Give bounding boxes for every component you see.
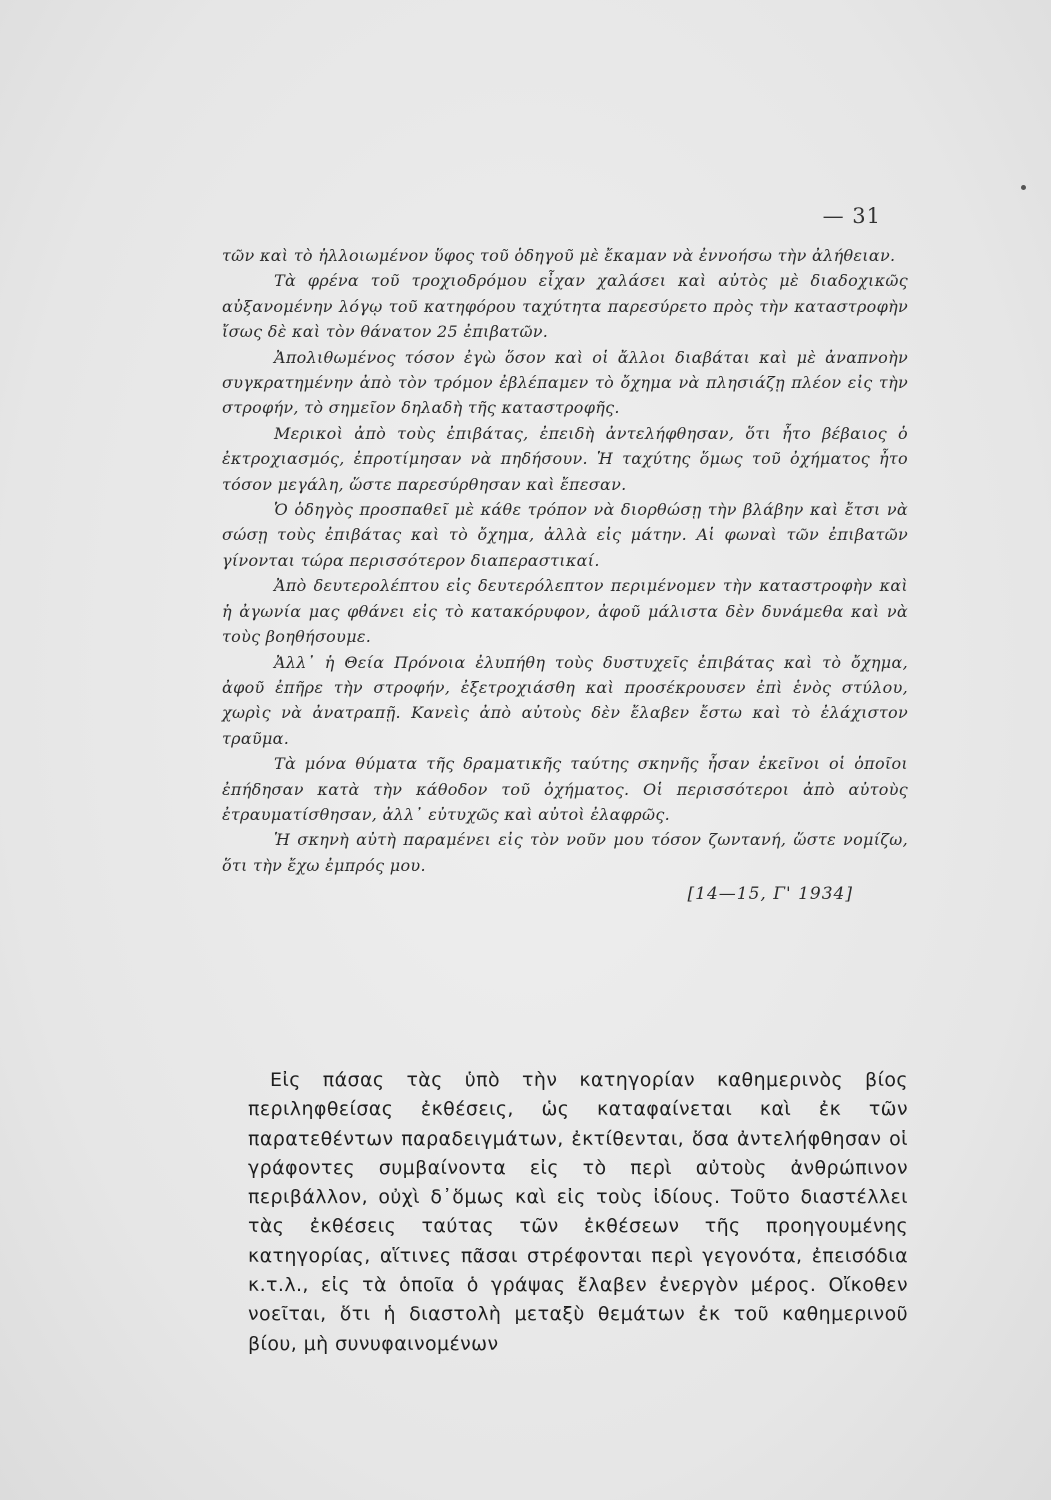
quoted-paragraph: Ἀπολιθωμένος τόσον ἐγὼ ὅσον καὶ οἱ ἄλλοι διαβάται καὶ μὲ ἀναπνοὴν συγκρατημένην ἀπὸ τὸν τρόμον ἐβλέπαμεν τὸ ὄχημα νὰ πλησιάζῃ πλέον εἰς τὴν στροφήν, τὸ σημεῖον δηλαδὴ τῆς καταστροφῆς. — [222, 347, 908, 418]
quoted-paragraph: Ἀλλ᾽ ἡ Θεία Πρόνοια ἐλυπήθη τοὺς δυστυχεῖς ἐπιβάτας καὶ τὸ ὄχημα, ἀφοῦ ἐπῆρε τὴν στροφήν, ἐξετροχιάσθη καὶ προσέκρουσεν ἐπὶ ἑνὸς στύλου, χωρὶς νὰ ἀνατραπῇ. Κανεὶς ἀπὸ αὐτοὺς δὲν ἔλαβεν ἔστω καὶ τὸ ἐλάχιστον τραῦμα. — [222, 652, 908, 748]
quoted-paragraph: Τὰ μόνα θύματα τῆς δραματικῆς ταύτης σκηνῆς ἦσαν ἐκεῖνοι οἱ ὁποῖοι ἐπήδησαν κατὰ τὴν κάθοδον τοῦ ὀχήματος. Οἱ περισσότεροι ἀπὸ αὐτοὺς ἐτραυματίσθησαν, ἀλλ᾽ εὐτυχῶς καὶ αὐτοὶ ἐλαφρῶς. — [222, 754, 908, 824]
quoted-paragraph: τῶν καὶ τὸ ἠλλοιωμένον ὕφος τοῦ ὁδηγοῦ μὲ ἔκαμαν νὰ ἐννοήσω τὴν ἀλήθειαν. — [222, 246, 896, 265]
quoted-paragraph: Ὁ ὁδηγὸς προσπαθεῖ μὲ κάθε τρόπον νὰ διορθώσῃ τὴν βλάβην καὶ ἔτσι νὰ σώσῃ τοὺς ἐπιβάτας καὶ τὸ ὄχημα, ἀλλὰ εἰς μάτην. Αἱ φωναὶ τῶν ἐπιβατῶν γίνονται τώρα περισσότερον διαπεραστικαί. — [222, 500, 908, 570]
quoted-paragraph: Μερικοὶ ἀπὸ τοὺς ἐπιβάτας, ἐπειδὴ ἀντελήφθησαν, ὅτι ἦτο βέβαιος ὁ ἐκτροχιασμός, ἐπροτίμησαν νὰ πηδήσουν. Ἡ ταχύτης ὅμως τοῦ ὀχήματος ἦτο τόσον μεγάλη, ὥστε παρεσύρθησαν καὶ ἔπεσαν. — [222, 423, 908, 494]
ink-speck — [1021, 185, 1026, 190]
page-number: — 31 — [822, 204, 881, 228]
commentary-paragraph: Εἰς πάσας τὰς ὑπὸ τὴν κατηγορίαν καθημερινὸς βίος περιληφθείσας ἐκθέσεις, ὡς καταφαίνεται καὶ ἐκ τῶν παρατεθέντων παραδειγμάτων, ἐκτίθενται, ὅσα ἀντελήφθησαν οἱ γράφοντες συμβαίνοντα εἰς τὸ περὶ αὐτοὺς ἀνθρώπινον περιβάλλον, οὐχὶ δ᾽ὅμως καὶ εἰς τοὺς ἰδίους. Τοῦτο διαστέλλει τὰς ἐκθέσεις ταύτας τῶν ἐκθέσεων τῆς προηγουμένης κατηγορίας, αἵτινες πᾶσαι στρέφονται περὶ γεγονότα, ἐπεισόδια κ.τ.λ., εἰς τὰ ὁποῖα ὁ γράψας ἔλαβεν ἐνεργὸν μέρος. Οἴκοθεν νοεῖται, ὅτι ἡ διαστολὴ μεταξὺ θεμάτων ἐκ τοῦ καθημερινοῦ βίου, μὴ συνυφαινομένων — [248, 1069, 908, 1355]
quoted-paragraph: Ἀπὸ δευτερολέπτου εἰς δευτερόλεπτον περιμένομεν τὴν καταστροφὴν καὶ ἡ ἀγωνία μας φθάνει εἰς τὸ κατακόρυφον, ἀφοῦ μάλιστα δὲν δυνάμεθα καὶ νὰ τοὺς βοηθήσουμε. — [222, 576, 908, 647]
quoted-paragraph: Ἡ σκηνὴ αὐτὴ παραμένει εἰς τὸν νοῦν μου τόσον ζωντανή, ὥστε νομίζω, ὅτι τὴν ἔχω ἐμπρός μου. — [222, 830, 908, 875]
quoted-paragraph: Τὰ φρένα τοῦ τροχιοδρόμου εἶχαν χαλάσει καὶ αὐτὸς μὲ διαδοχικῶς αὐξανομένην λόγῳ τοῦ κατηφόρου ταχύτητα παρεσύρετο πρὸς τὴν καταστροφὴν ἴσως δὲ καὶ τὸν θάνατον 25 ἐπιβατῶν. — [222, 271, 908, 342]
quoted-essay — [222, 243, 908, 908]
commentary-text — [248, 1066, 908, 1359]
essay-date: [14—15, Γ' 1934] — [687, 884, 853, 905]
